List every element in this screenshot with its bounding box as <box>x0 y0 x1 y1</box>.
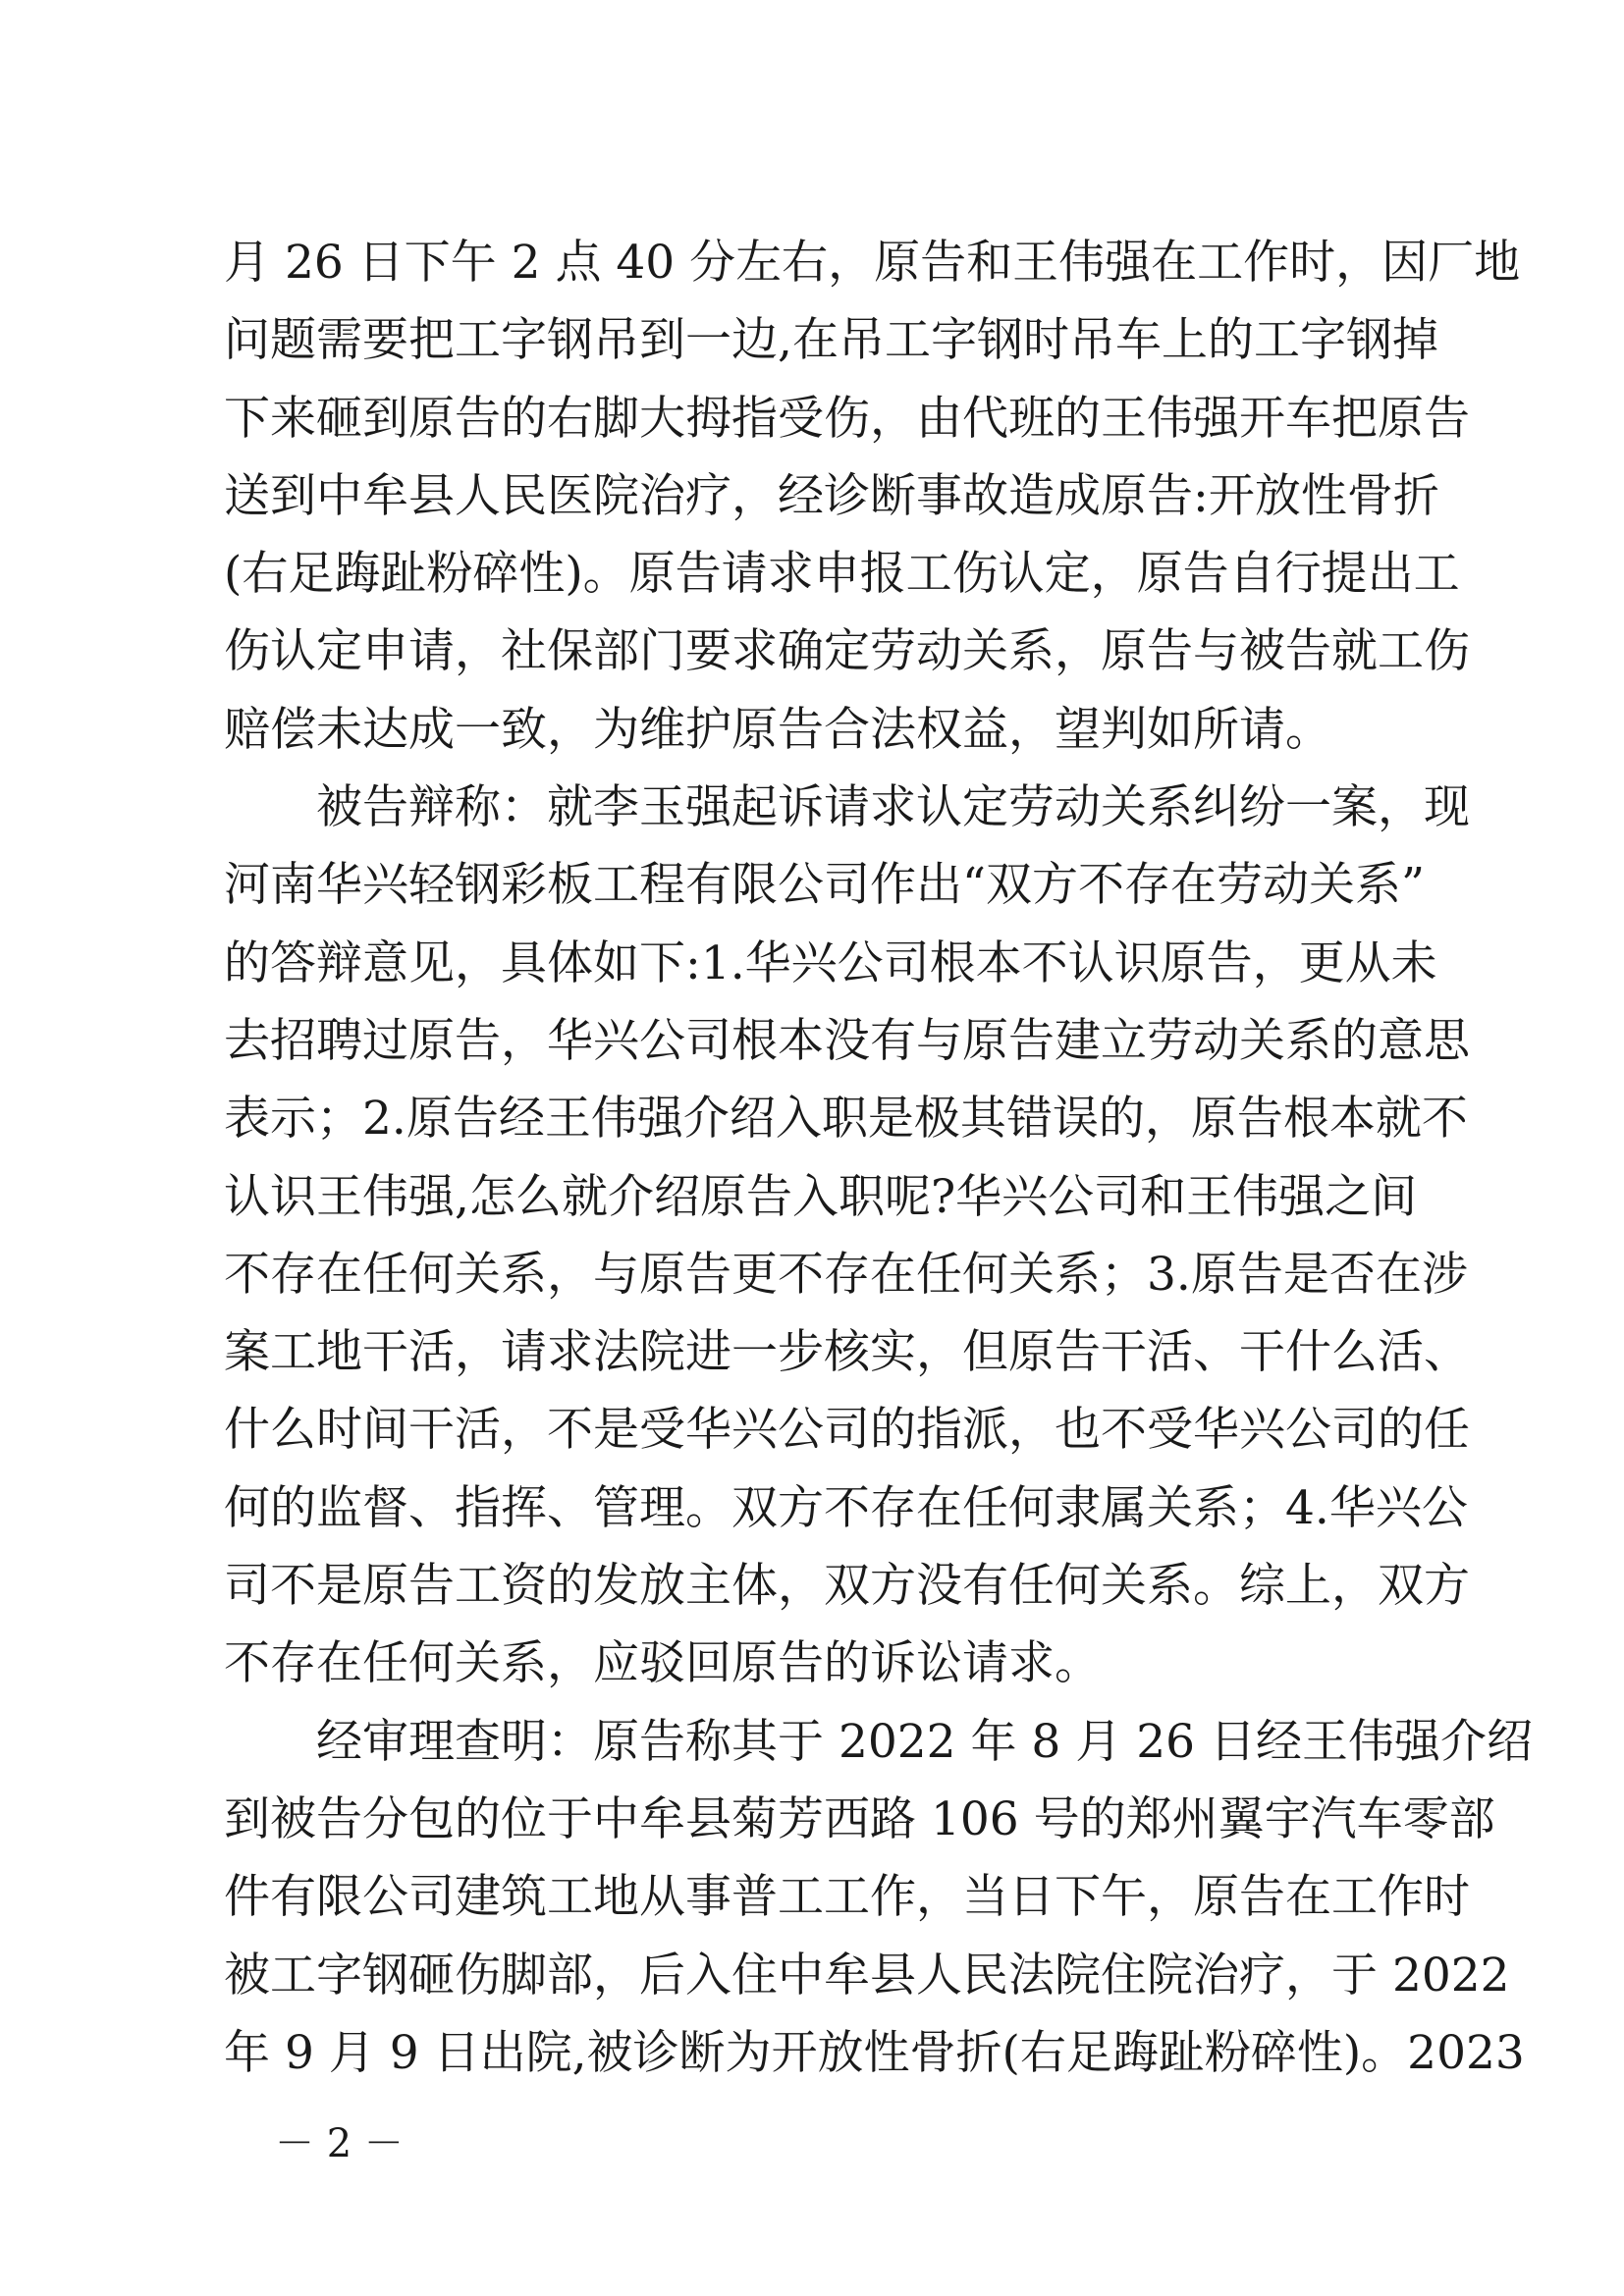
text-line: 司不是原告工资的发放主体，双方没有任何关系。综上，双方 <box>224 1559 1470 1614</box>
text-line: 问题需要把工字钢吊到一边,在吊工字钢时吊车上的工字钢掉 <box>224 313 1438 368</box>
text-line: 不存在任何关系，应驳回原告的诉讼请求。 <box>224 1636 1101 1691</box>
text-line: 赔偿未达成一致，为维护原告合法权益，望判如所请。 <box>224 702 1331 757</box>
text-line: 送到中牟县人民医院治疗，经诊断事故造成原告:开放性骨折 <box>224 468 1439 523</box>
text-line: 不存在任何关系，与原告更不存在任何关系；3.原告是否在涉 <box>224 1247 1468 1302</box>
text-line: 认识王伟强,怎么就介绍原告入职呢?华兴公司和王伟强之间 <box>224 1169 1418 1224</box>
text-line: 经审理查明：原告称其于 2022 年 8 月 26 日经王伟强介绍 <box>316 1714 1533 1769</box>
page-number: － 2 － <box>275 2121 404 2166</box>
text-line: 被工字钢砸伤脚部，后入住中牟县人民法院住院治疗，于 2022 <box>224 1948 1510 2002</box>
text-line: 去招聘过原告，华兴公司根本没有与原告建立劳动关系的意思 <box>224 1013 1470 1068</box>
text-line: 伤认定申请，社保部门要求确定劳动关系，原告与被告就工伤 <box>224 624 1470 679</box>
body-text <box>224 224 1533 2092</box>
text-line: 河南华兴轻钢彩板工程有限公司作出“双方不存在劳动关系” <box>224 858 1426 913</box>
text-line: 什么时间干活，不是受华兴公司的指派，也不受华兴公司的任 <box>224 1403 1470 1458</box>
text-line: 的答辩意见，具体如下:1.华兴公司根本不认识原告，更从未 <box>224 935 1437 990</box>
text-line: 表示；2.原告经王伟强介绍入职是极其错误的，原告根本就不 <box>224 1092 1468 1147</box>
text-line: 下来砸到原告的右脚大拇指受伤，由代班的王伟强开车把原告 <box>224 391 1470 446</box>
text-line: 月 26 日下午 2 点 40 分左右，原告和王伟强在工作时，因厂地 <box>224 236 1521 290</box>
text-line: 被告辩称：就李玉强起诉请求认定劳动关系纠纷一案，现 <box>316 780 1470 835</box>
text-line: 件有限公司建筑工地从事普工工作，当日下午，原告在工作时 <box>224 1870 1470 1925</box>
text-line: (右足踇趾粉碎性)。原告请求申报工伤认定，原告自行提出工 <box>224 547 1460 602</box>
text-line: 何的监督、指挥、管理。双方不存在任何隶属关系；4.华兴公 <box>224 1480 1468 1535</box>
text-line: 到被告分包的位于中牟县菊芳西路 106 号的郑州翼宇汽车零部 <box>224 1791 1495 1846</box>
text-line: 案工地干活，请求法院进一步核实，但原告干活、干什么活、 <box>224 1325 1470 1380</box>
text-line: 年 9 月 9 日出院,被诊断为开放性骨折(右足踇趾粉碎性)。2023 <box>224 2025 1525 2080</box>
